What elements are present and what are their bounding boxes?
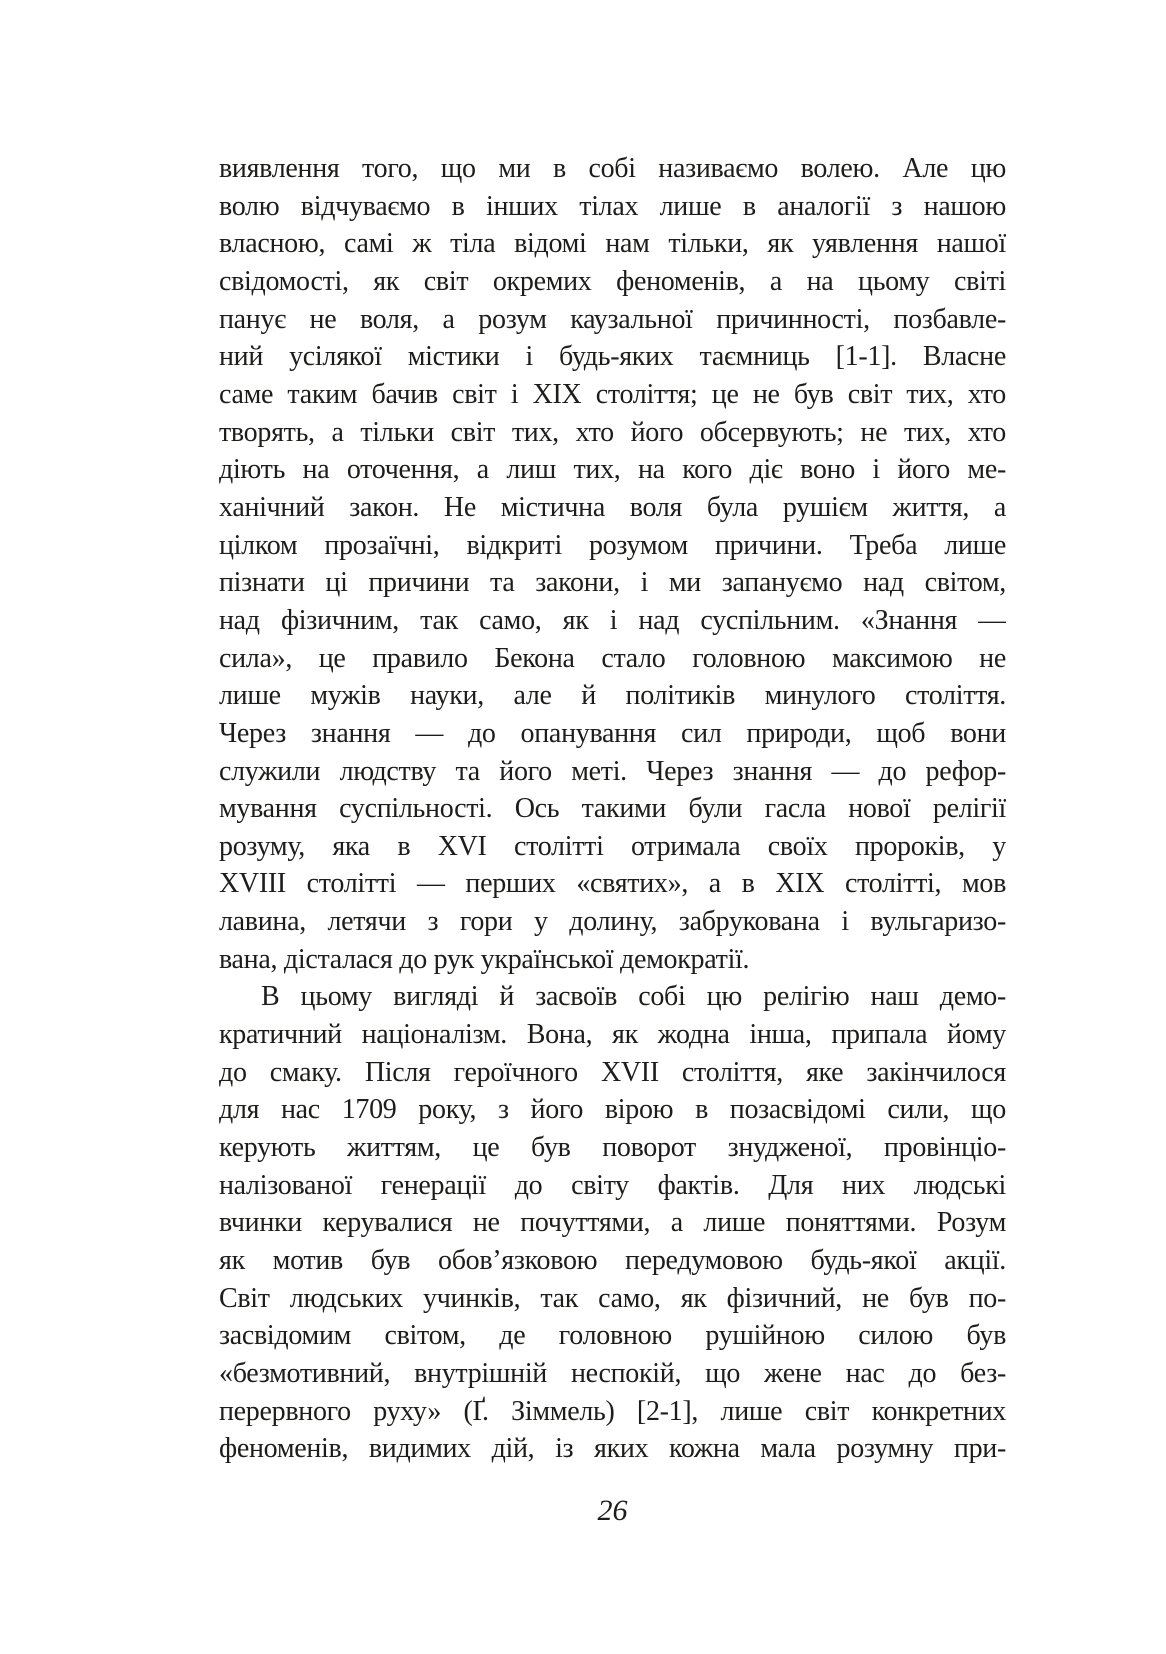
text-line: ний усілякої містики і будь-яких таємниць [1-1]. Власне [219, 341, 1006, 373]
text-line: лавина, летячи з гори у долину, забрукована і вульгаризо- [219, 906, 1006, 938]
text-line: власною, самі ж тіла відомі нам тільки, як уявлення нашої [219, 228, 1006, 260]
text-line: налізованої генерації до світу фактів. Для них людські [219, 1169, 1006, 1201]
page-number: 26 [597, 1494, 628, 1527]
text-line: свідомості, як світ окремих феноменів, а на цьому світі [219, 265, 1006, 297]
text-line: як мотив був обов’язковою передумовою будь-якої акції. [219, 1245, 1006, 1277]
text-line: Через знання — до опанування сил природи, щоб вони [219, 717, 1006, 749]
text-line: панує не воля, а розум каузальної причинності, позбавле- [219, 303, 1006, 335]
text-block [219, 150, 1006, 1468]
text-line: ханічний закон. Не містична воля була рушієм життя, а [219, 491, 1006, 523]
text-line: вана, дісталася до рук української демократії. [219, 943, 750, 975]
text-line: засвідомим світом, де головною рушійною силою був [219, 1320, 1006, 1352]
text-line: пізнати ці причини та закони, і ми запануємо над світом, [219, 567, 1006, 599]
text-line: до смаку. Після героїчного XVII століття, яке закінчилося [219, 1056, 1006, 1088]
text-line: Світ людських учинків, так само, як фізичний, не був по- [219, 1282, 1006, 1314]
text-line: волю відчуваємо в інших тілах лише в аналогії з нашою [219, 190, 1006, 222]
text-line: цілком прозаїчні, відкриті розумом причини. Треба лише [219, 529, 1006, 561]
text-line: над фізичним, так само, як і над суспільним. «Знання — [219, 604, 1006, 636]
text-line: XVIII столітті — перших «святих», а в XIX столітті, мов [219, 868, 1006, 900]
text-line: діють на оточення, а лиш тих, на кого діє воно і його ме- [219, 454, 1006, 486]
paragraph-2 [219, 978, 1006, 1468]
text-line: «безмотивний, внутрішній неспокій, що жене нас до без- [219, 1358, 1006, 1389]
text-line: В цьому вигляді й засвоїв собі цю релігію наш демо- [261, 981, 1006, 1013]
text-line: кратичний націоналізм. Вона, як жодна інша, припала йому [219, 1019, 1006, 1051]
text-line: вчинки керувалися не почуттями, а лише поняттями. Розум [219, 1207, 1006, 1239]
text-line: творять, а тільки світ тих, хто його обсервують; не тих, хто [219, 416, 1006, 448]
text-line: перервного руху» (Ґ. Зіммель) [2-1], лише світ конкретних [219, 1395, 1006, 1427]
text-line: служили людству та його меті. Через знання — до рефор- [219, 755, 1006, 787]
text-line: саме таким бачив світ і XIX століття; це не був світ тих, хто [219, 378, 1006, 410]
text-line: розуму, яка в XVI столітті отримала своїх пророків, у [219, 830, 1006, 862]
text-line: лише мужів науки, але й політиків минулого століття. [219, 680, 1006, 712]
text-line: виявлення того, що ми в собі називаємо волею. Але цю [219, 153, 1006, 184]
text-line: феноменів, видимих дій, із яких кожна мала розумну при- [219, 1433, 1006, 1465]
text-line: керують життям, це був поворот знудженої, провінціо- [219, 1132, 1006, 1164]
paragraph-1 [219, 150, 1006, 978]
text-line: сила», це правило Бекона стало головною максимою не [219, 642, 1006, 674]
text-line: мування суспільності. Ось такими були гасла нової релігії [219, 793, 1006, 825]
text-line: для нас 1709 року, з його вірою в позасвідомі сили, що [219, 1094, 1006, 1126]
